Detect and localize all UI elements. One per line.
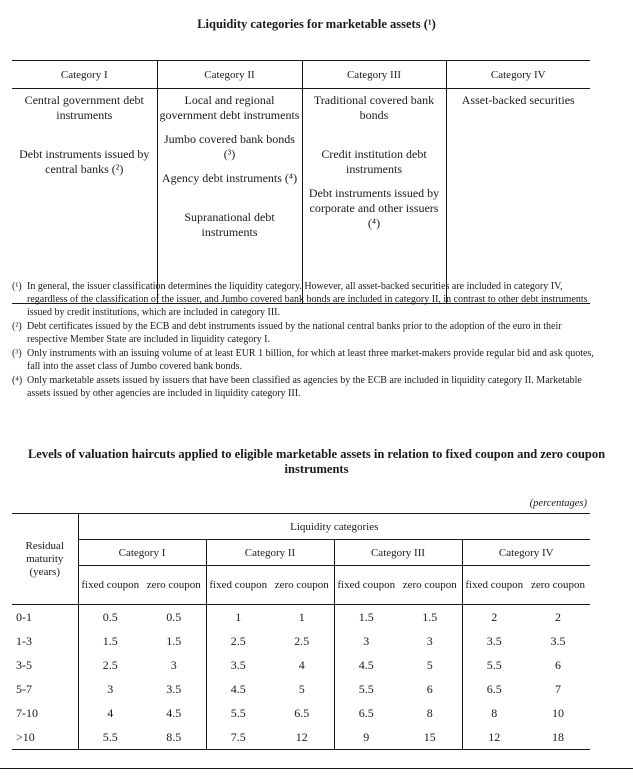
maturity-cell: 5-7 <box>16 681 32 696</box>
zero-coupon-value: 15 <box>398 725 462 750</box>
category-iv-cell <box>446 89 590 304</box>
haircut-table <box>12 513 590 750</box>
zero-coupon-value: 5 <box>298 681 305 696</box>
maturity-cell: 1-3 <box>16 633 32 648</box>
fixed-coupon-header: fixed coupon <box>206 566 270 605</box>
column-header: Category III <box>302 61 446 89</box>
category-header: Category III <box>334 540 462 566</box>
fixed-coupon-value: 0.5 <box>78 605 142 630</box>
unit-note: (percentages) <box>529 498 587 509</box>
zero-coupon-value: 2 <box>555 609 562 624</box>
zero-coupon-value: 2.5 <box>294 633 310 648</box>
fixed-coupon-value: 5.5 <box>334 677 398 701</box>
fixed-coupon-header: fixed coupon <box>78 566 142 605</box>
zero-coupon-value: 10 <box>552 705 565 720</box>
fixed-coupon-value: 5.5 <box>78 725 142 750</box>
fixed-coupon-value: 6.5 <box>462 677 526 701</box>
table-row <box>12 629 590 653</box>
coupon-header-row <box>12 566 590 605</box>
list-item: Supranational debt instruments <box>184 210 275 239</box>
haircut-table-title: Levels of valuation haircuts applied to eligible marketable assets in relation to fixed coupon and zero coupon instruments <box>27 447 606 476</box>
liquidity-categories-table <box>12 60 590 304</box>
footnote-mark: (²) <box>12 321 22 332</box>
fixed-coupon-value: 8 <box>462 701 526 725</box>
fixed-coupon-value: 3 <box>78 677 142 701</box>
residual-maturity-header: Residual maturity (years) <box>12 514 78 605</box>
zero-coupon-value: 7 <box>555 681 562 696</box>
zero-coupon-value: 1.5 <box>166 633 182 648</box>
maturity-cell: 3-5 <box>16 657 32 672</box>
zero-coupon-value: 6.5 <box>294 705 310 720</box>
fixed-coupon-value: 12 <box>462 725 526 750</box>
category-header: Category IV <box>462 540 590 566</box>
fixed-coupon-value: 6.5 <box>334 701 398 725</box>
footnote <box>12 280 594 319</box>
zero-coupon-header: zero coupon <box>270 566 334 605</box>
list-item: Central government debt instruments <box>24 93 144 122</box>
zero-coupon-value: 3 <box>426 633 433 648</box>
column-header: Category IV <box>446 61 590 89</box>
footnote-mark: (⁴) <box>12 375 23 386</box>
zero-coupon-value: 1.5 <box>422 609 438 624</box>
zero-coupon-value: 5 <box>426 657 433 672</box>
column-header: Category II <box>157 61 302 89</box>
list-item: Asset-backed securities <box>461 93 575 107</box>
fixed-coupon-value: 2.5 <box>206 629 270 653</box>
list-item: Local and regional government debt instruments <box>159 93 300 122</box>
zero-coupon-value: 8 <box>426 705 433 720</box>
fixed-coupon-value: 1.5 <box>334 605 398 630</box>
maturity-cell: >10 <box>12 725 78 750</box>
footnote-text: Only marketable assets issued by issuers that have been classified as agencies by the ECB are included in liquidity category II. Marketable assets issued by other agencies are included in liquidity category III. <box>27 375 582 399</box>
list-item: Credit institution debt instruments <box>321 147 427 176</box>
fixed-coupon-header: fixed coupon <box>462 566 526 605</box>
fixed-coupon-value: 2 <box>462 605 526 630</box>
zero-coupon-value: 4.5 <box>166 705 182 720</box>
fixed-coupon-value: 4.5 <box>206 677 270 701</box>
category-header: Category II <box>206 540 334 566</box>
table-row <box>12 725 590 750</box>
fixed-coupon-value: 4 <box>78 701 142 725</box>
liquidity-header-row <box>12 61 590 89</box>
table-row <box>12 701 590 725</box>
fixed-coupon-value: 2.5 <box>78 653 142 677</box>
fixed-coupon-value: 4.5 <box>334 653 398 677</box>
maturity-cell: 7-10 <box>16 705 38 720</box>
list-item: Jumbo covered bank bonds (³) <box>164 132 295 161</box>
footnote-text: Debt certificates issued by the ECB and debt instruments issued by the national central banks prior to the adoption of the euro in their respective Member State are included in liquidity category I. <box>27 321 562 345</box>
fixed-coupon-value: 5.5 <box>462 653 526 677</box>
footnote <box>12 320 594 346</box>
category-header: Category I <box>78 540 206 566</box>
footnotes <box>12 280 594 401</box>
fixed-coupon-value: 5.5 <box>206 701 270 725</box>
fixed-coupon-value: 1 <box>206 605 270 630</box>
footnote-mark: (¹) <box>12 281 22 292</box>
haircut-table-body <box>12 605 590 750</box>
zero-coupon-value: 18 <box>526 725 590 750</box>
zero-coupon-value: 4 <box>298 657 305 672</box>
zero-coupon-value: 3 <box>170 657 177 672</box>
fixed-coupon-value: 7.5 <box>206 725 270 750</box>
category-header-row <box>12 540 590 566</box>
fixed-coupon-header: fixed coupon <box>334 566 398 605</box>
fixed-coupon-value: 9 <box>334 725 398 750</box>
fixed-coupon-value: 1.5 <box>78 629 142 653</box>
category-i-cell <box>12 89 157 304</box>
zero-coupon-value: 3.5 <box>166 681 182 696</box>
liquidity-table-title: Liquidity categories for marketable assets (¹) <box>197 17 436 31</box>
bottom-rule <box>0 768 633 769</box>
column-header: Category I <box>12 61 157 89</box>
footnote <box>12 374 594 400</box>
table-row <box>12 653 590 677</box>
table-row <box>12 605 590 630</box>
footnote-text: In general, the issuer classification determines the liquidity category. However, all asset-backed securities are included in category IV, regardless of the classification of the issuer, and Jumbo covered bank bonds are included in category II, in contrast to other debt instruments issued by credit institutions, which are included in category III. <box>27 281 588 318</box>
category-ii-cell <box>157 89 302 304</box>
zero-coupon-header: zero coupon <box>398 566 462 605</box>
zero-coupon-header: zero coupon <box>142 566 206 605</box>
list-item: Traditional covered bank bonds <box>313 93 435 122</box>
zero-coupon-value: 8.5 <box>142 725 206 750</box>
zero-coupon-value: 6 <box>555 657 562 672</box>
footnote-mark: (³) <box>12 348 22 359</box>
footnote-text: Only instruments with an issuing volume of at least EUR 1 billion, for which at least three market-makers provide regular bid and ask quotes, fall into the asset class of Jumbo covered bank bonds. <box>27 348 594 372</box>
zero-coupon-header: zero coupon <box>526 566 590 605</box>
fixed-coupon-value: 3 <box>334 629 398 653</box>
table-row <box>12 677 590 701</box>
zero-coupon-value: 6 <box>426 681 433 696</box>
fixed-coupon-value: 3.5 <box>462 629 526 653</box>
list-item: Agency debt instruments (⁴) <box>161 171 298 185</box>
category-iii-cell <box>302 89 446 304</box>
group-header-row <box>12 514 590 540</box>
footnote <box>12 347 594 373</box>
liquidity-body-row <box>12 89 590 304</box>
zero-coupon-value: 1 <box>298 609 305 624</box>
liquidity-categories-header: Liquidity categories <box>78 514 590 540</box>
fixed-coupon-value: 3.5 <box>206 653 270 677</box>
zero-coupon-value: 12 <box>270 725 334 750</box>
maturity-cell: 0-1 <box>16 609 32 624</box>
zero-coupon-value: 0.5 <box>166 609 182 624</box>
list-item: Debt instruments issued by corporate and other issuers (⁴) <box>308 186 440 230</box>
zero-coupon-value: 3.5 <box>550 633 566 648</box>
list-item: Debt instruments issued by central banks (²) <box>19 147 150 176</box>
